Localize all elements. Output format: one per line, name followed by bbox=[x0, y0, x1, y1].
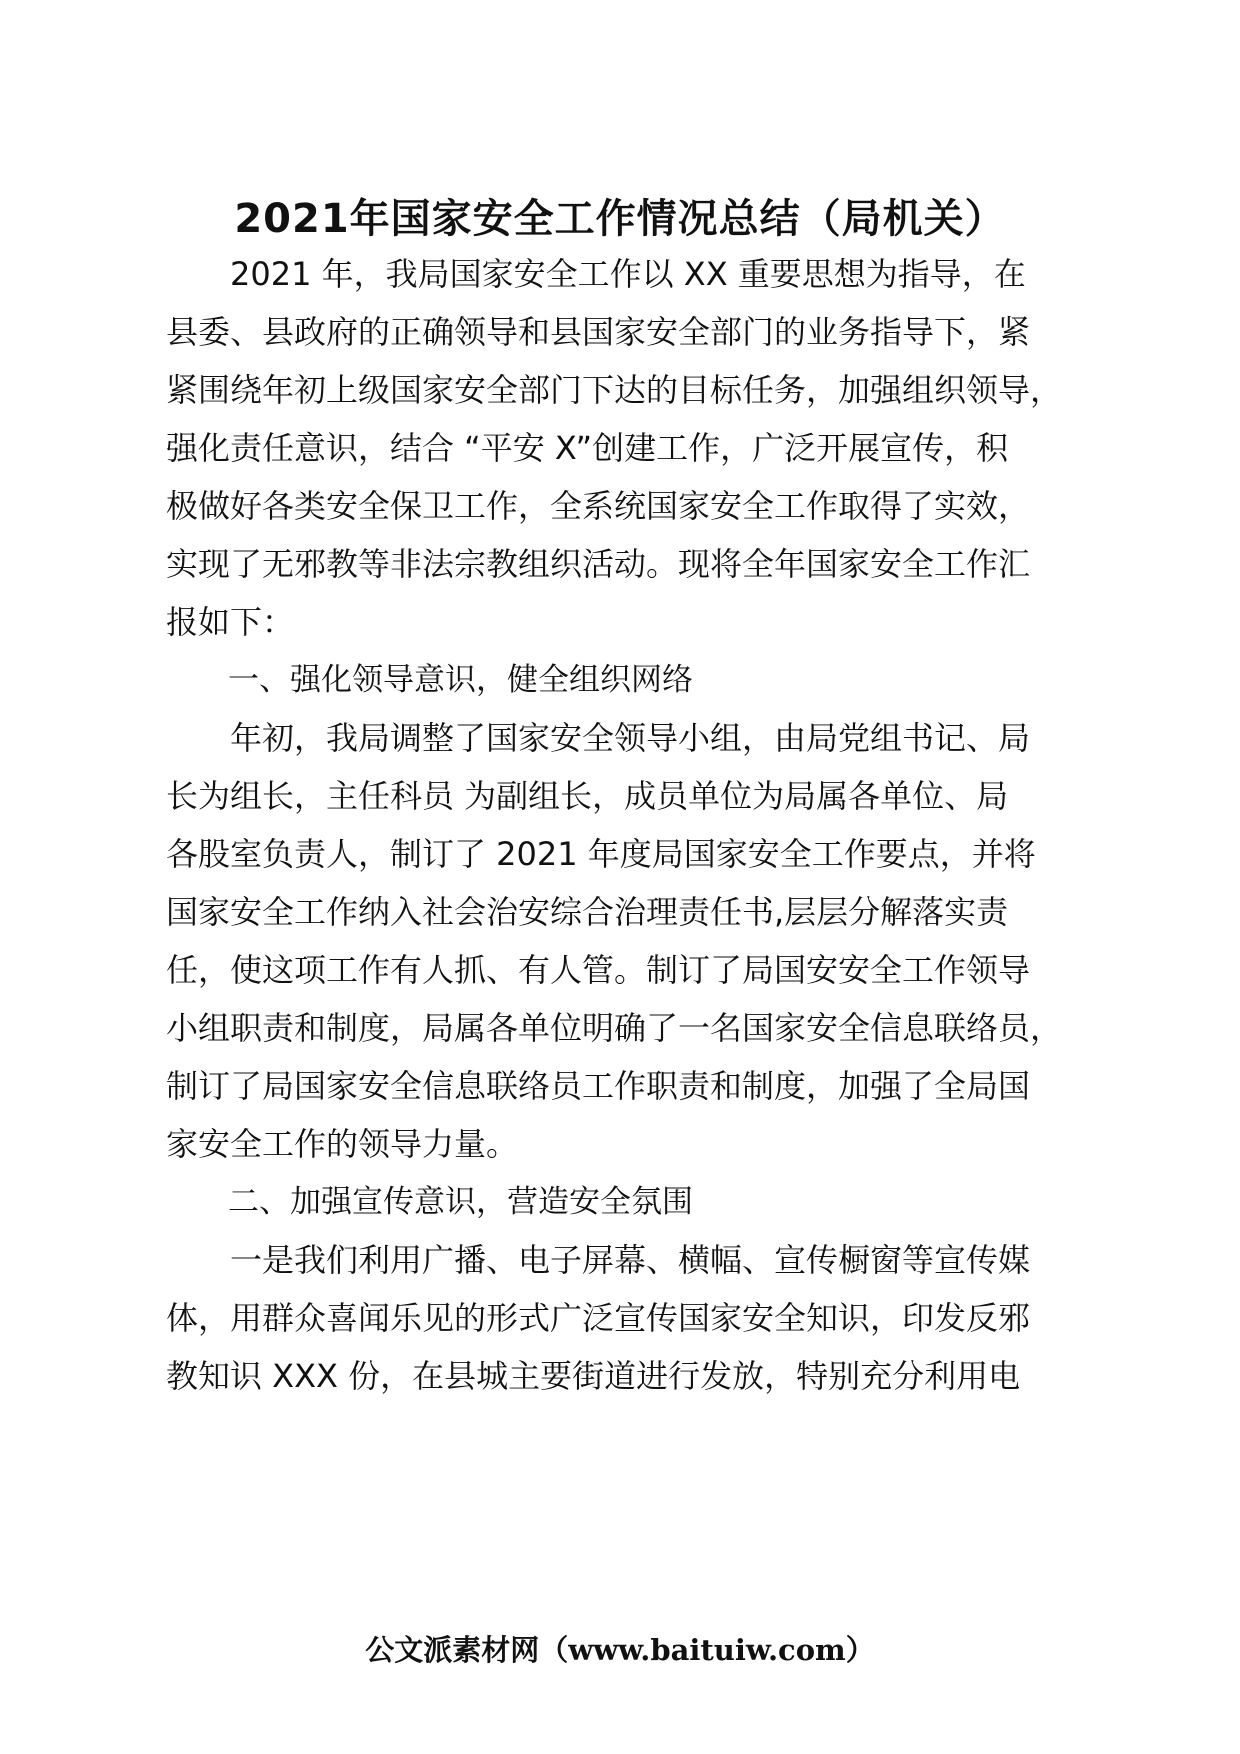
section-heading: 二、加强宣传意识，营造安全氛围 bbox=[166, 1184, 693, 1220]
body-line: 报如下： bbox=[166, 603, 295, 641]
body-line: 长为组长，主任科员 为副组长，成员单位为局属各单位、局 bbox=[166, 777, 1009, 815]
body-line: 实现了无邪教等非法宗教组织活动。现将全年国家安全工作汇 bbox=[166, 545, 1031, 583]
body-line: 县委、县政府的正确领导和县国家安全部门的业务指导下，紧 bbox=[166, 313, 1031, 351]
body-line: 制订了局国家安全信息联络员工作职责和制度，加强了全局国 bbox=[166, 1067, 1031, 1105]
body-line: 年初，我局调整了国家安全领导小组，由局党组书记、局 bbox=[166, 719, 1031, 757]
body-line: 家安全工作的领导力量。 bbox=[166, 1125, 519, 1163]
body-line: 各股室负责人，制订了 2021 年度局国家安全工作要点，并将 bbox=[166, 835, 1036, 873]
body-line: 紧围绕年初上级国家安全部门下达的目标任务，加强组织领导， bbox=[166, 371, 1063, 409]
body-line: 教知识 XXX 份，在县城主要街道进行发放，特别充分利用电 bbox=[166, 1357, 1021, 1395]
body-line: 体，用群众喜闻乐见的形式广泛宣传国家安全知识，印发反邪 bbox=[166, 1299, 1031, 1337]
body-line: 任，使这项工作有人抓、有人管。制订了局国安安全工作领导 bbox=[166, 951, 1031, 989]
section-heading: 一、强化领导意识，健全组织网络 bbox=[166, 662, 693, 698]
body-line: 小组职责和制度，局属各单位明确了一名国家安全信息联络员， bbox=[166, 1009, 1063, 1047]
body-line: 国家安全工作纳入社会治安综合治理责任书,层层分解落实责 bbox=[166, 893, 1009, 931]
body-line: 2021 年，我局国家安全工作以 XX 重要思想为指导，在 bbox=[166, 255, 1026, 293]
document-title: 2021年国家安全工作情况总结（局机关） bbox=[234, 196, 1006, 242]
page-footer: 公文派素材网（www.baituiw.com） bbox=[365, 1633, 875, 1667]
body-line: 极做好各类安全保卫工作，全系统国家安全工作取得了实效， bbox=[166, 487, 1031, 525]
body-line: 一是我们利用广播、电子屏幕、横幅、宣传橱窗等宣传媒 bbox=[166, 1241, 1031, 1279]
body-line: 强化责任意识，结合 “平安 X”创建工作，广泛开展宣传，积 bbox=[166, 429, 1009, 467]
